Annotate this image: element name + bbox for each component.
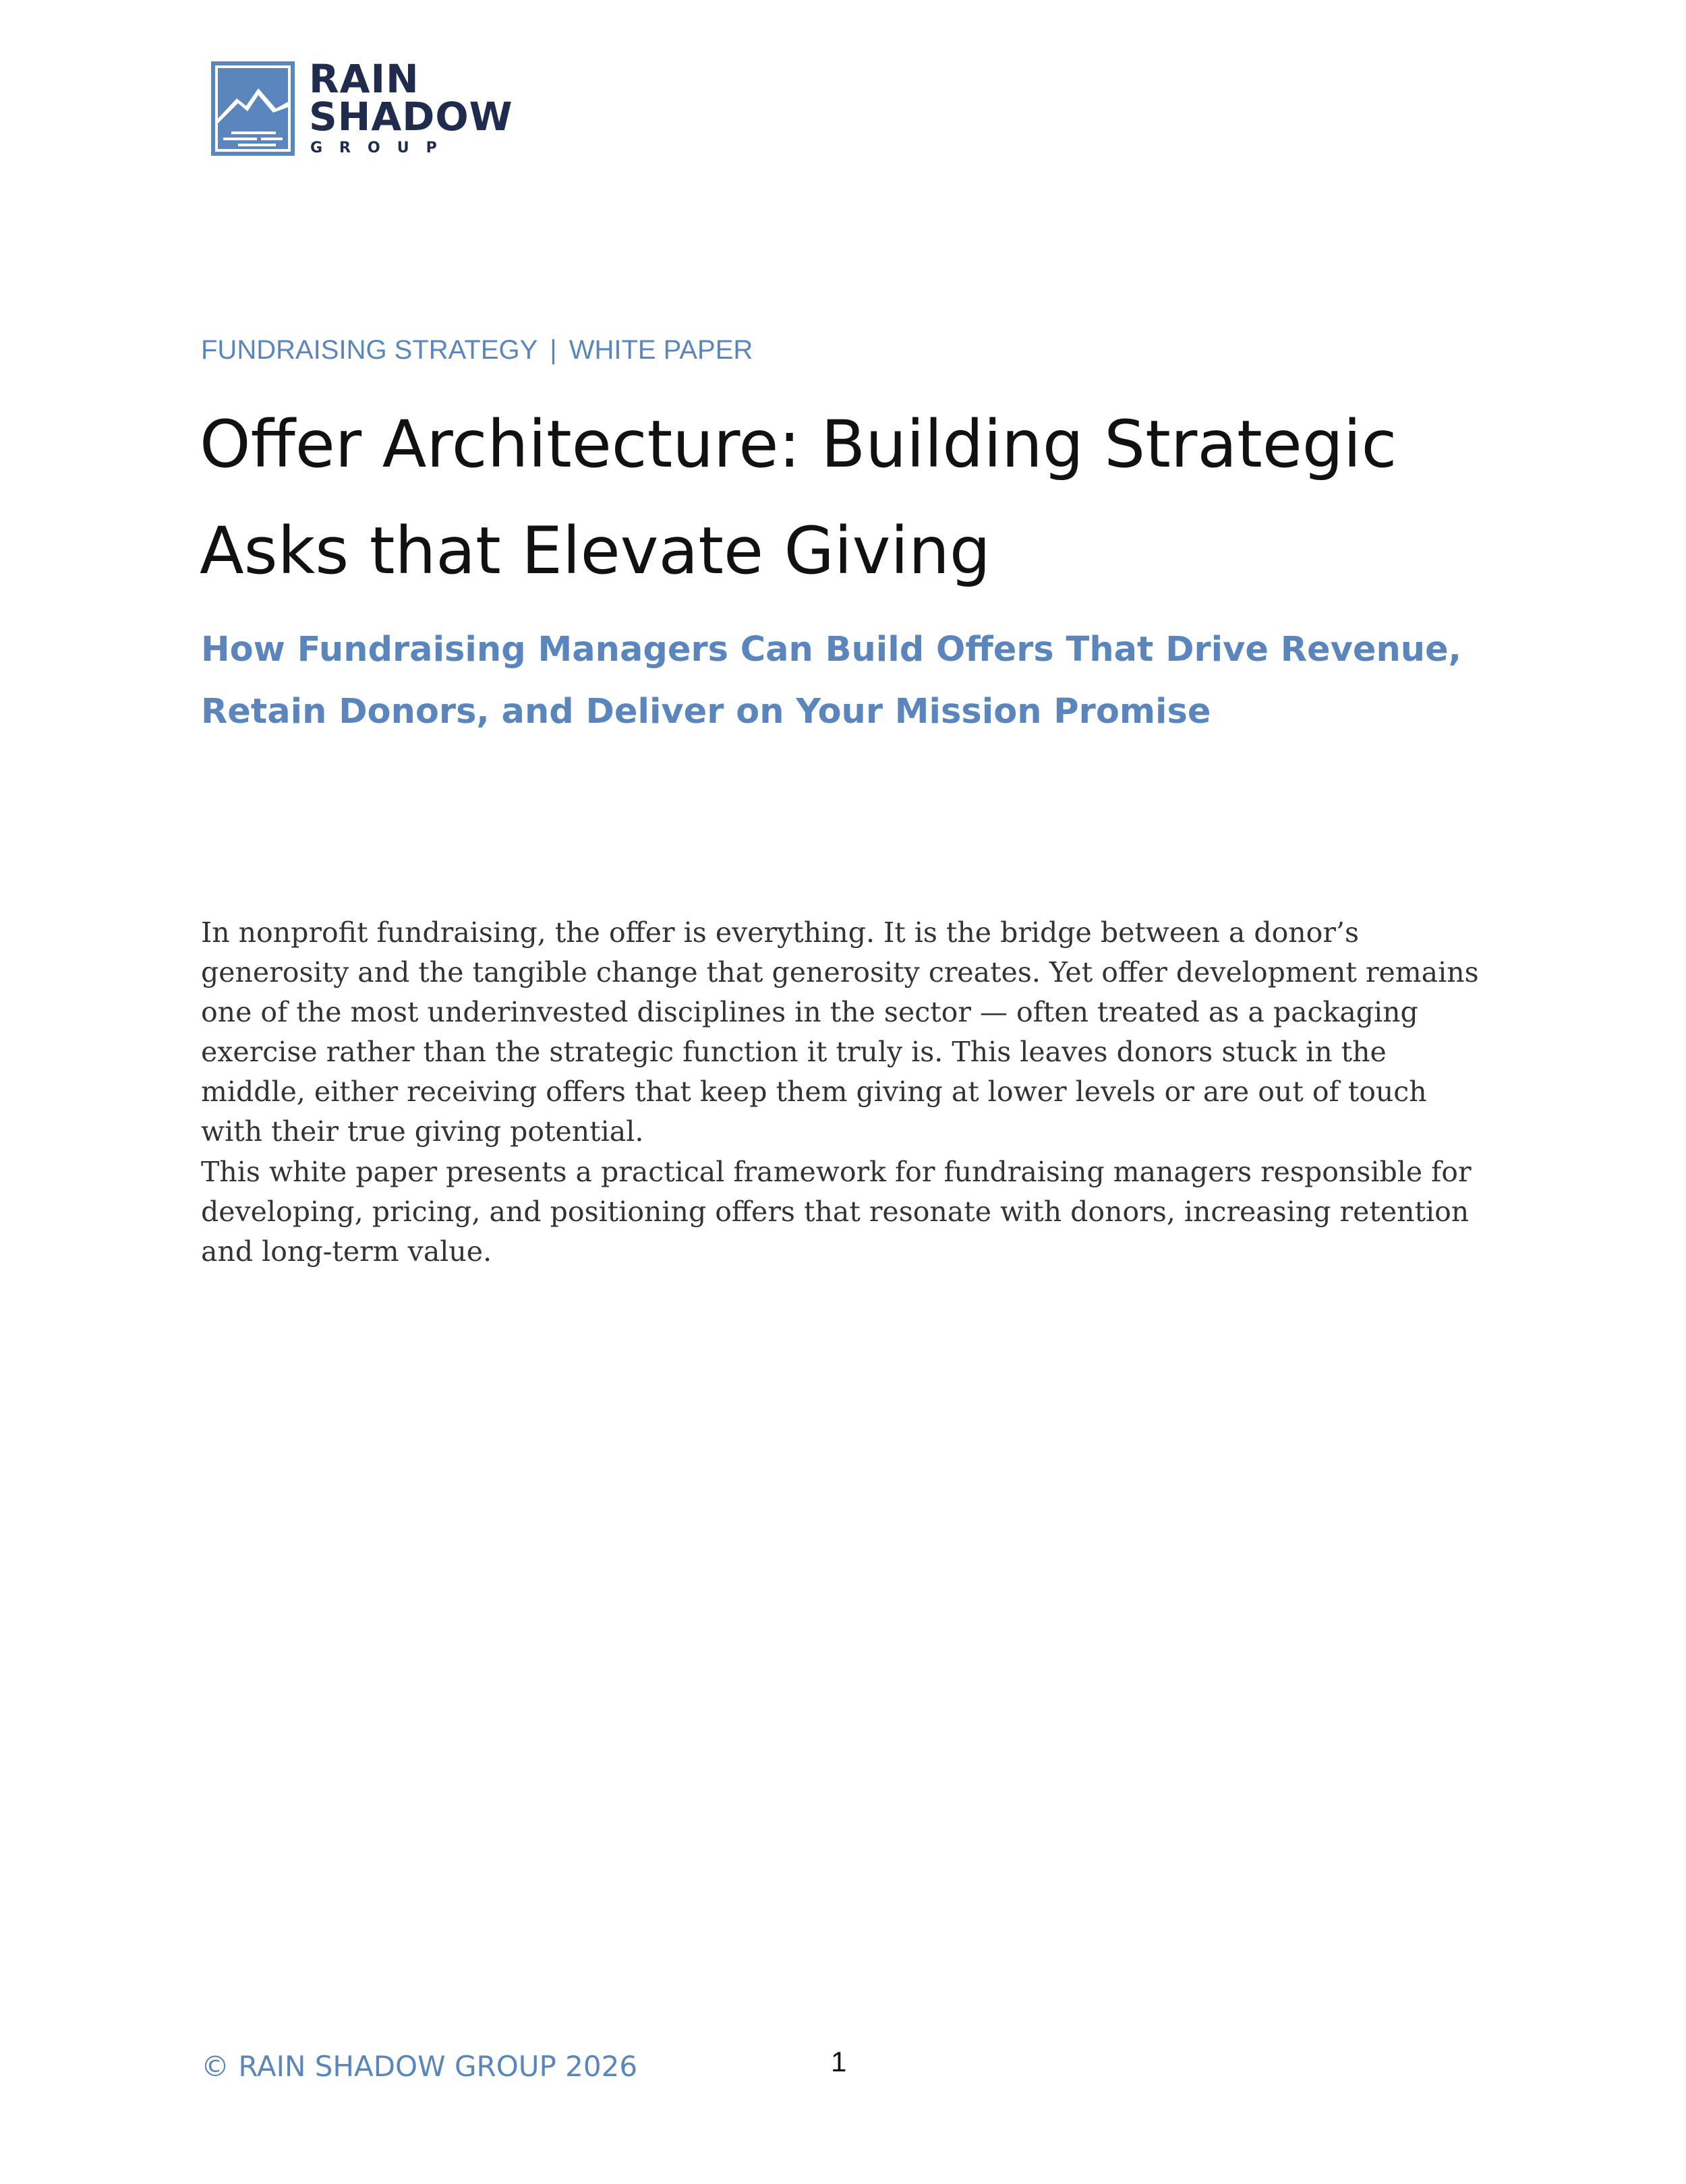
framework-paragraph: This white paper presents a practical framework for fundraising managers responsible for developing, pricing, and positioning offers that resonate with donors, increasing retention and long-term value.	[201, 1156, 1472, 1268]
document-category-label	[201, 335, 753, 365]
footer-copyright: © RAIN SHADOW GROUP 2026	[201, 2050, 638, 2083]
mountain-lake-logo-icon	[211, 61, 295, 156]
category-separator: |	[550, 335, 557, 365]
page-subtitle: How Fundraising Managers Can Build Offers That Drive Revenue, Retain Donors, and Deliver on Your Mission Promise	[201, 630, 1462, 732]
logo-wordmark-line3: GROUP	[310, 140, 454, 156]
page-number: 1	[831, 2046, 847, 2077]
intro-paragraph: In nonprofit fundraising, the offer is everything. It is the bridge between a donor’s generosity and the tangible change that generosity creates. Yet offer development remains one of the most underinvested disciplines in the sector — often treated as a packaging exercise rather than the strategic function it truly is. This leaves donors stuck in the middle, either receiving offers that keep them giving at lower levels or are out of touch with their true giving potential.	[201, 916, 1479, 1148]
page-title: Offer Architecture: Building Strategic Asks that Elevate Giving	[200, 407, 1397, 589]
category-text: FUNDRAISING STRATEGY	[201, 335, 538, 365]
doc-type-text: WHITE PAPER	[569, 335, 753, 365]
logo-wordmark-line2: SHADOW	[309, 94, 513, 140]
logo-wordmark-line1: RAIN	[309, 56, 419, 102]
company-logo	[211, 56, 589, 160]
